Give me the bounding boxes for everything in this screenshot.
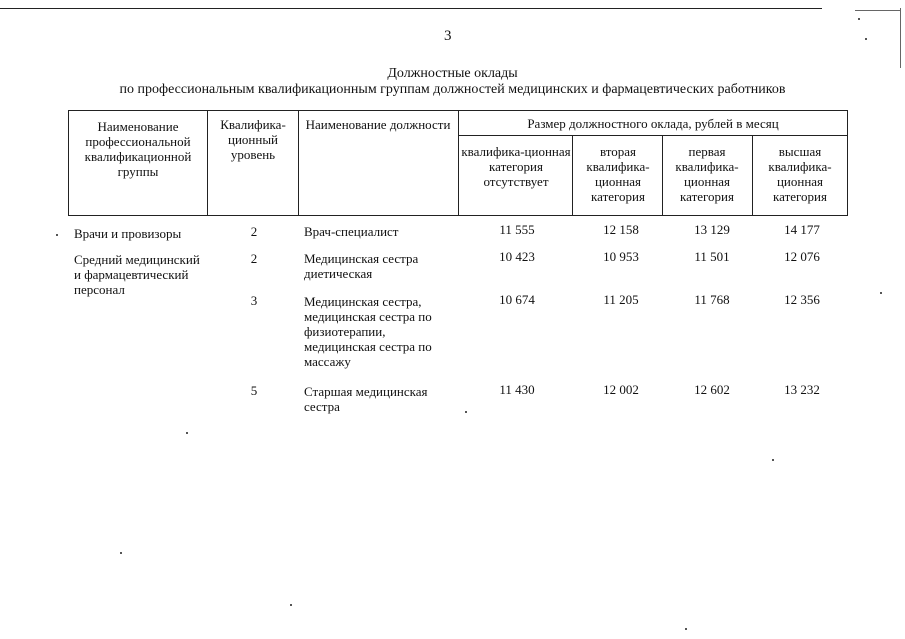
row-position: Старшая медицинская сестра — [304, 384, 428, 414]
scan-speck — [880, 292, 882, 294]
scan-speck — [290, 604, 292, 606]
page-number: 3 — [444, 28, 452, 44]
row-value-cat-first: 11 501 — [694, 249, 730, 264]
scan-speck — [772, 459, 774, 461]
scan-speck — [56, 234, 58, 236]
row-value-cat-none: 11 430 — [499, 382, 535, 397]
header-category-highest: высшая квалифика-ционная категория — [768, 144, 832, 204]
corner-mark-vertical — [900, 8, 901, 68]
header-category-none: квалифика-ционная категория отсутствует — [461, 144, 571, 189]
scan-speck — [120, 552, 122, 554]
row-position: Врач-специалист — [304, 224, 399, 239]
header-group: Наименование профессиональной квалификационной группы — [84, 119, 192, 179]
scan-speck — [865, 38, 867, 40]
row-value-cat-none: 11 555 — [499, 222, 535, 237]
row-position: Медицинская сестра диетическая — [304, 251, 419, 281]
row-value-cat-none: 10 674 — [499, 292, 535, 307]
row-level: 2 — [250, 251, 258, 266]
row-level: 2 — [250, 224, 258, 239]
row-value-cat-first: 13 129 — [694, 222, 730, 237]
row-position: Медицинская сестра, медицинская сестра по физиотерапии, медицинская сестра по массажу — [304, 294, 432, 369]
column-divider — [752, 135, 753, 216]
header-salary: Размер должностного оклада, рублей в месяц — [527, 116, 779, 131]
scan-speck — [858, 18, 860, 20]
column-divider — [207, 110, 208, 216]
row-value-cat-second: 10 953 — [603, 249, 639, 264]
row-level: 5 — [250, 383, 258, 398]
row-value-cat-first: 12 602 — [694, 382, 730, 397]
row-value-cat-highest: 12 076 — [784, 249, 820, 264]
salary-header-divider — [458, 135, 848, 136]
header-category-second: вторая квалифика-ционная категория — [586, 144, 650, 204]
column-divider — [572, 135, 573, 216]
top-border-line — [0, 8, 822, 9]
header-category-first: первая квалифика-ционная категория — [675, 144, 739, 204]
column-divider — [298, 110, 299, 216]
column-divider — [458, 110, 459, 216]
scan-speck — [186, 432, 188, 434]
document-subtitle: по профессиональным квалификационным группам должностей медицинских и фармацевтических работников — [119, 82, 786, 97]
row-value-cat-none: 10 423 — [499, 249, 535, 264]
row-value-cat-highest: 13 232 — [784, 382, 820, 397]
row-value-cat-highest: 14 177 — [784, 222, 820, 237]
document-title: Должностные оклады — [387, 66, 518, 81]
row-level: 3 — [250, 293, 258, 308]
row-value-cat-second: 12 002 — [603, 382, 639, 397]
corner-mark-horizontal — [855, 10, 900, 11]
scan-speck — [465, 411, 467, 413]
row-value-cat-second: 12 158 — [603, 222, 639, 237]
scan-speck — [685, 628, 687, 630]
header-level: Квалифика-ционный уровень — [220, 117, 286, 162]
row-value-cat-first: 11 768 — [694, 292, 730, 307]
header-position: Наименование должности — [305, 117, 451, 132]
column-divider — [662, 135, 663, 216]
row-group-name: Средний медицинский и фармацевтический персонал — [74, 252, 200, 297]
row-group-name: Врачи и провизоры — [74, 226, 182, 241]
row-value-cat-highest: 12 356 — [784, 292, 820, 307]
row-value-cat-second: 11 205 — [603, 292, 639, 307]
